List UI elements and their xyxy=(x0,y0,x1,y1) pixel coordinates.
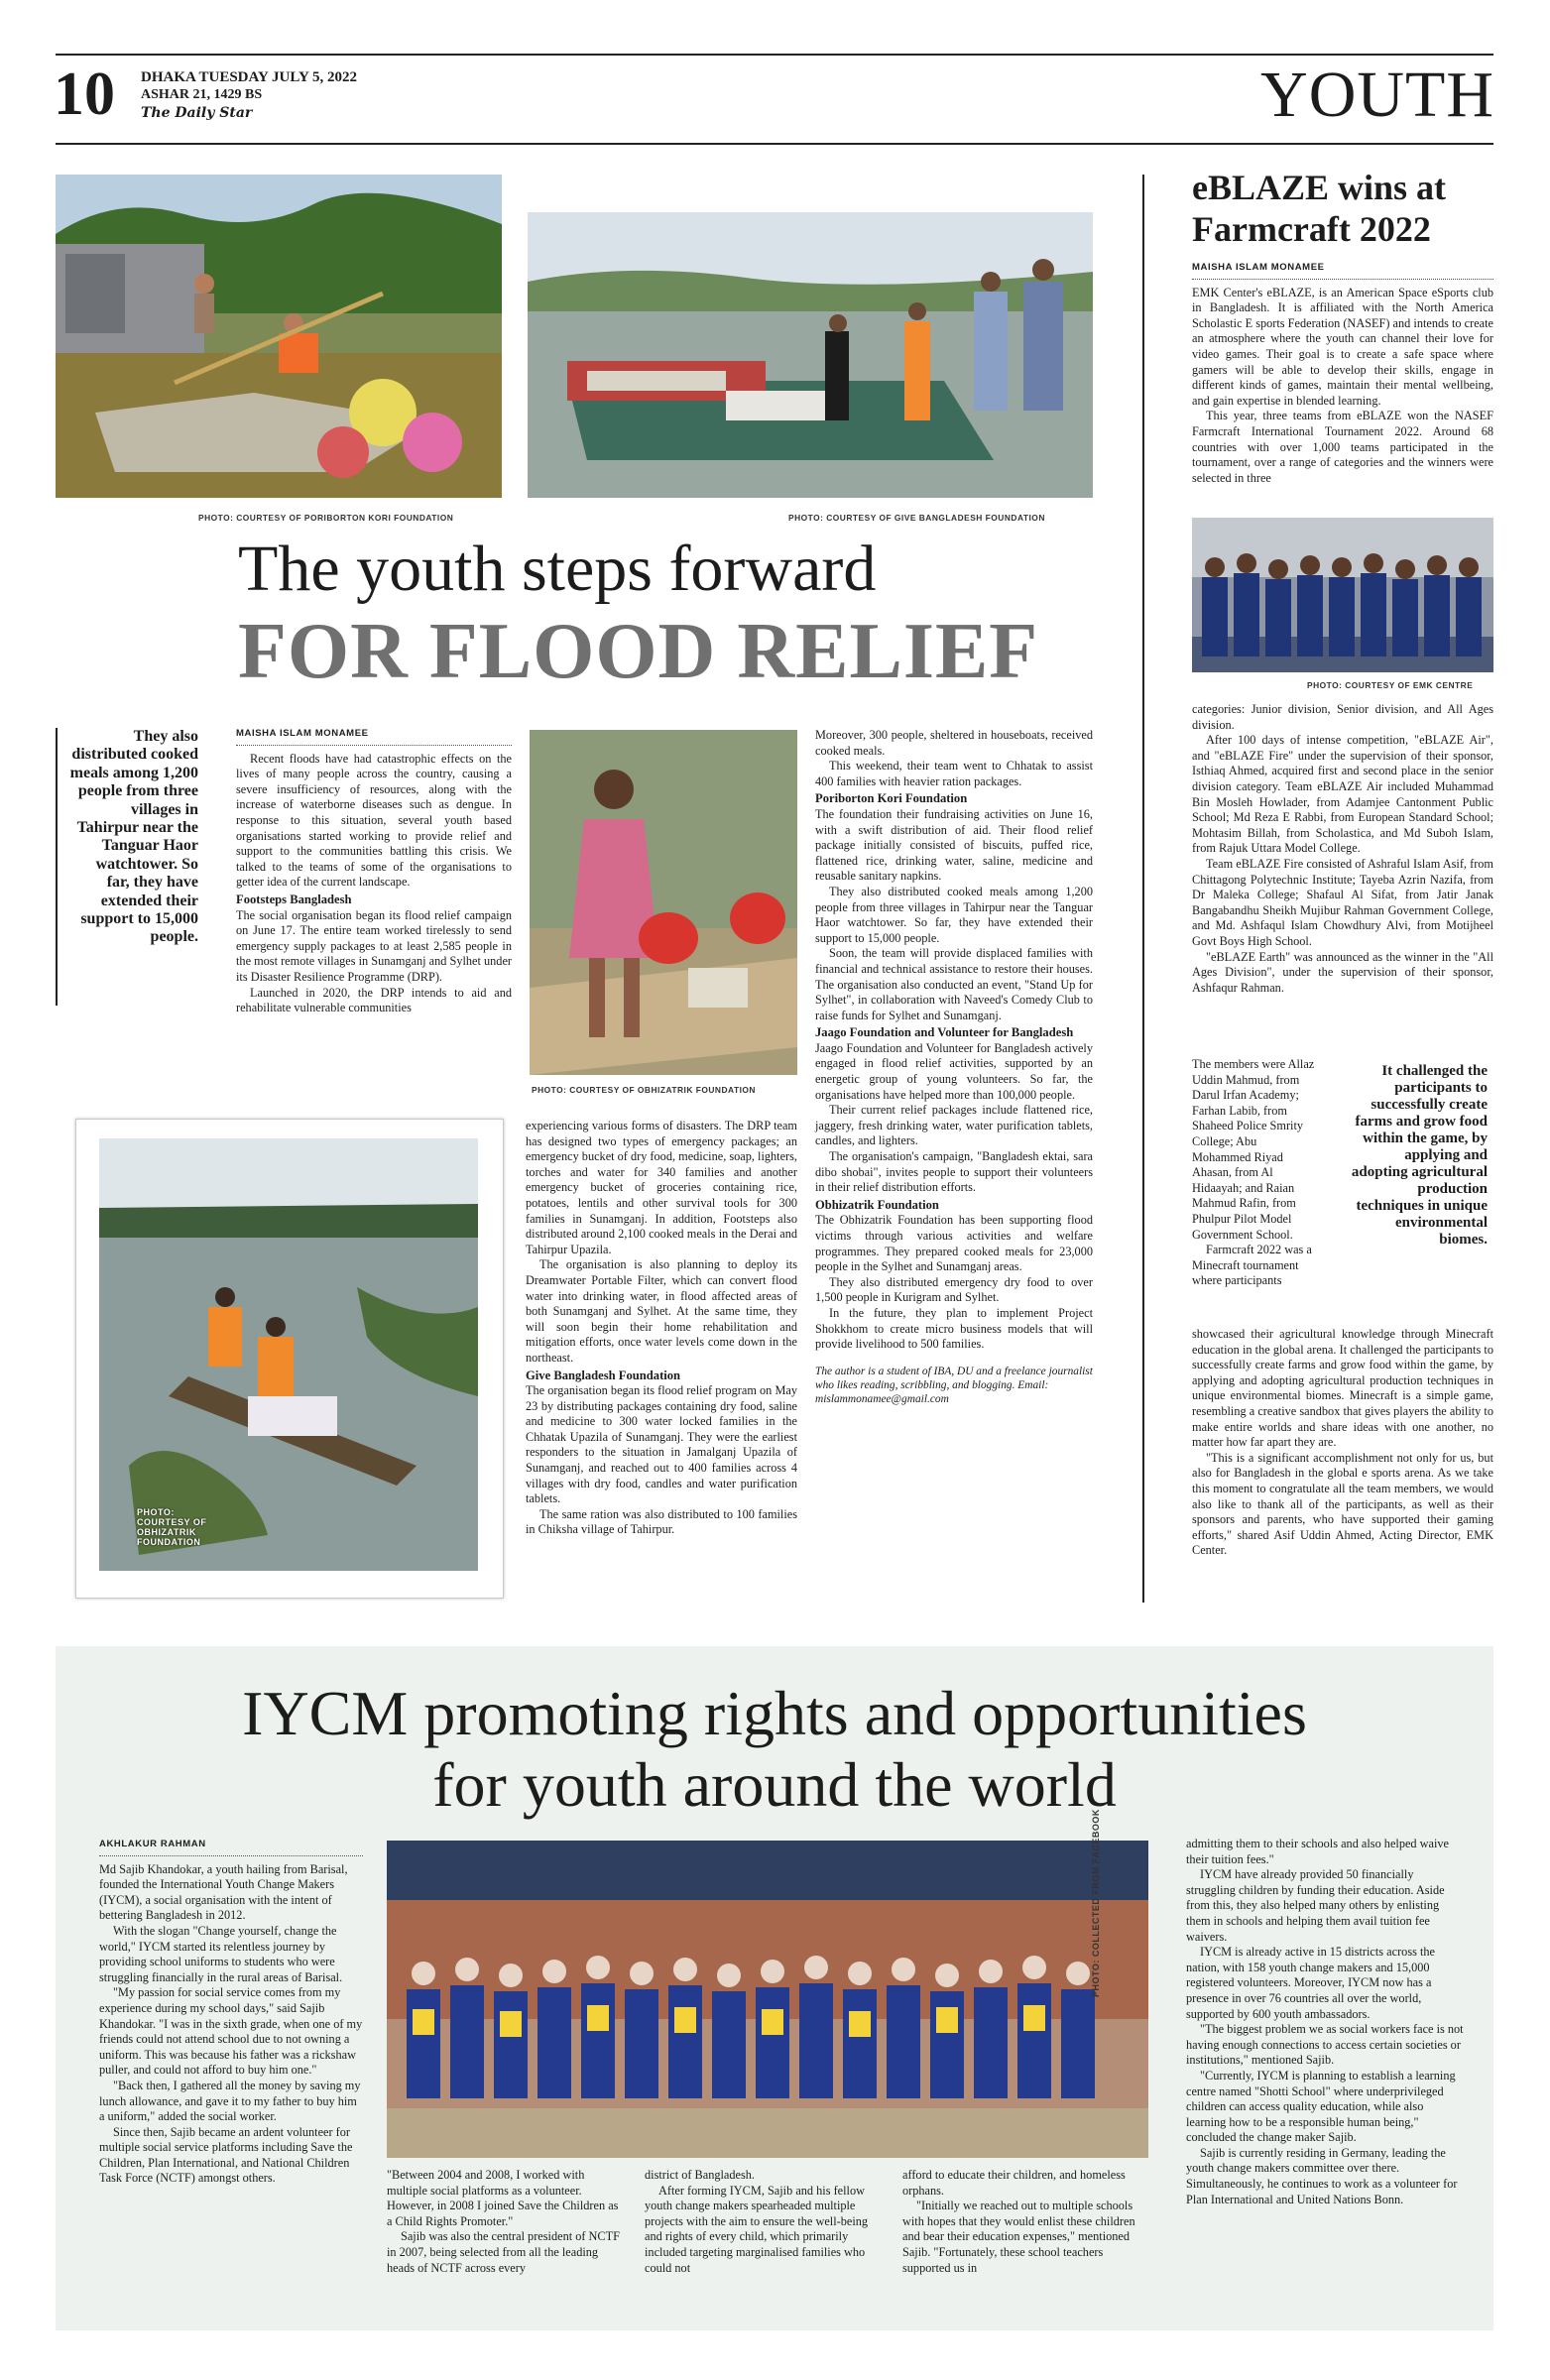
subhead-footsteps: Footsteps Bangladesh xyxy=(236,892,352,906)
iycm-column-2 xyxy=(387,2168,621,2276)
paragraph: The members were Allaz Uddin Mahmud, from Darul Irfan Academy; Farhan Labib, from Shaheed Police Smrity College; Abu Mohammed Riyad Ahasan, from Al Hidaayah; and Raian Mahmud Rafin, from Phulpur Pilot Model Government School. xyxy=(1192,1057,1315,1242)
eblaze-pull-quote: It challenged the participants to successfully create farms and grow food within the game, by applying and adopting agricultural production techniques in unique environmental biomes. xyxy=(1351,1063,1488,1248)
paragraph: The organisation began its flood relief program on May 23 by distributing packages containing dry food, saline and medicine to 300 water locked families in the Chhatak Upazila of Sunamganj. They were the earliest responders to the situation in Jamalganj Upazila of Sunamganj, and reached out to 400 families across 4 villages with dry food, candles and water purification tablets. xyxy=(526,1383,797,1506)
paragraph: experiencing various forms of disasters. The DRP team has designed two types of emergency packages; an emergency bucket of dry food, medicine, soap, lighters, torches and water for 340 families and another emergency bucket of groceries containing rice, potatoes, lentils and other survival tools for 300 families in Sunamganj. In addition, Footsteps also distributed around 2,100 cooked meals in the Derai and Tahirpur Upazila. xyxy=(526,1119,797,1256)
page-number: 10 xyxy=(54,60,115,128)
flood-headline-1: The youth steps forward xyxy=(238,533,877,605)
paragraph: Md Sajib Khandokar, a youth hailing from Barisal, founded the International Youth Change Makers (IYCM), a social organisation with the intent of bettering Bangladesh in 2012. xyxy=(99,1861,348,1923)
eblaze-column-top xyxy=(1192,260,1493,486)
paragraph: Soon, the team will provide displaced families with financial and technical assistance to restore their houses. The organisation also conducted an event, "Stand Up for Sylhet", in collaboration with Naveed's Comedy Club to raise funds for Sylhet and Sunamganj. xyxy=(815,946,1093,1022)
eblaze-column-bottom xyxy=(1192,1327,1493,1559)
paragraph: In the future, they plan to implement Project Shokkhom to create micro business models that will provide livelihood to 500 families. xyxy=(815,1305,1093,1352)
paragraph: "Between 2004 and 2008, I worked with multiple social platforms as a volunteer. However, in 2008 I joined Save the Children as a Child Rights Promoter." xyxy=(387,2168,619,2228)
iycm-photo-credit: PHOTO: COLLECTED FROM FACEBOOK xyxy=(1091,1809,1101,1997)
iycm-headline-2: for youth around the world xyxy=(432,1749,1117,1820)
eblaze-byline: MAISHA ISLAM MONAMEE xyxy=(1192,260,1493,280)
paragraph: EMK Center's eBLAZE, is an American Space eSports club in Bangladesh. It is affiliated with the North America Scholastic E sports Federation (NASEF) and intends to create an atmosphere where the youth can channel their love for video games. Their goal is to create a safe space where gamers will be able to develop their skills, engage in different kinds of games, maintain their mental wellbeing, and gain expertise in blended learning. xyxy=(1192,285,1493,408)
flood-byline: MAISHA ISLAM MONAMEE xyxy=(236,726,512,746)
paragraph: showcased their agricultural knowledge through Minecraft education in the global arena. It challenged the participants to successfully create farms and grow food within the game, by applying and adopting agricultural production techniques in unique environmental biomes. Minecraft is a simple game, resembling a creative sandbox that gives players the ability to make entire worlds and share ideas with one another, no matter how far apart they are. xyxy=(1192,1327,1493,1450)
paragraph: Jaago Foundation and Volunteer for Bangladesh actively engaged in flood relief activities, supported by an energetic group of young volunteers. So far, the organisations have helped more than 100,000 people. xyxy=(815,1040,1093,1102)
paragraph: "Back then, I gathered all the money by saving my lunch allowance, and gave it to my father to buy him a uniform," added the social worker. xyxy=(99,2078,361,2124)
paragraph: "My passion for social service comes from my experience during my school days," said Sajib Khandokar. "I was in the sixth grade, when one of my friends could not attend school due to not owning a uniform. This was because his father was a rickshaw puller, and could not afford to buy him one." xyxy=(99,1985,363,2078)
subhead-give: Give Bangladesh Foundation xyxy=(526,1368,681,1382)
pull-quote-rule xyxy=(56,728,58,1006)
flood-pull-quote: They also distributed cooked meals among 1,200 people from three villages in Tahirpur near the Tanguar Haor watchtower. So far, they have extended their support to 15,000 people. xyxy=(69,728,198,946)
photo-boat-relief-1 xyxy=(56,175,502,498)
section-title: YOUTH xyxy=(1260,59,1494,131)
paragraph: Their current relief packages include flattened rice, jaggery, fresh drinking water, water purification tablets, candles, and lighters. xyxy=(815,1103,1093,1148)
paragraph: "Initially we reached out to multiple schools with hopes that they would enlist these children and bear their education expenses," mentioned Sajib. "Fortunately, these school teachers supported us in xyxy=(902,2199,1135,2275)
photo-credit-1: PHOTO: COURTESY OF PORIBORTON KORI FOUNDATION xyxy=(198,513,454,523)
paragraph: Since then, Sajib became an ardent volunteer for multiple social service platforms including Save the Children, Plan International, and National Children Task Force (NCTF) amongst others. xyxy=(99,2124,353,2186)
photo-girl-relief xyxy=(530,730,797,1075)
paragraph: This weekend, their team went to Chhatak to assist 400 families with heavier ration packages. xyxy=(815,759,1093,788)
photo-boat-volunteers xyxy=(99,1138,478,1571)
iycm-headline-1: IYCM promoting rights and opportunities xyxy=(242,1678,1307,1748)
paragraph: categories: Junior division, Senior division, and All Ages division. xyxy=(1192,702,1493,732)
paragraph: They also distributed cooked meals among 1,200 people from three villages in Tahirpur near the Tanguar Haor watchtower. So far, they have extended their support to 15,000 people. xyxy=(815,884,1093,945)
paragraph: The organisation is also planning to deploy its Dreamwater Portable Filter, which can convert flood water into drinking water, in flood affected areas of both Sunamganj and Sylhet. At the same time, they will soon begin their home rehabilitation and mitigation efforts, once water levels come down in the northeast. xyxy=(526,1257,797,1365)
flood-column-2 xyxy=(526,1119,797,1538)
paragraph: "eBLAZE Earth" was announced as the winner in the "All Ages Division", under the supervision of their sponsor, Ashfaqur Rahman. xyxy=(1192,949,1493,995)
paragraph: district of Bangladesh. xyxy=(645,2168,755,2182)
header-rule xyxy=(56,143,1493,145)
paragraph: Recent floods have had catastrophic effects on the lives of many people across the country, causing a severe insufficiency of resources, along with the increase of waterborne diseases such as dengue. In response to this situation, several youth based organisations started working to provide relief and support to the communities battling this crisis. We talked to the teams of some of the organisations to getter idea of the current landscape. xyxy=(236,751,512,890)
iycm-column-4 xyxy=(902,2168,1136,2276)
paragraph: The same ration was also distributed to 100 families in Chiksha village of Tahirpur. xyxy=(526,1506,797,1537)
paper-logo: The Daily Star xyxy=(141,105,253,121)
subhead-obhizatrik: Obhizatrik Foundation xyxy=(815,1197,939,1212)
paragraph: The organisation's campaign, "Bangladesh ektai, sara dibo shobai", invites people to support their volunteers in their relief distribution efforts. xyxy=(815,1149,1093,1195)
iycm-column-1 xyxy=(99,1837,363,2187)
paragraph: Farmcraft 2022 was a Minecraft tournament where participants xyxy=(1192,1243,1312,1288)
paragraph: They also distributed emergency dry food to over 1,500 people in Kurigram and Sylhet. xyxy=(815,1274,1093,1305)
paragraph: The foundation their fundraising activities on June 16, with a swift distribution of aid. Their flood relief package initially consisted of biscuits, puffed rice, flattened rice, drinking water, saline, medicine and reusable sanitary napkins. xyxy=(815,806,1093,884)
paragraph: After forming IYCM, Sajib and his fellow youth change makers spearheaded multiple projects with the aim to ensure the well-being and rights of every child, which primarily included targeting marginalised families who could not xyxy=(645,2183,869,2275)
paragraph: "The biggest problem we as social workers face is not having enough connections to access certain societies or institutions," mentioned Sajib. xyxy=(1186,2022,1464,2068)
eblaze-headline: eBLAZE wins at Farmcraft 2022 xyxy=(1192,168,1447,249)
paragraph: After 100 days of intense competition, "eBLAZE Air", and "eBLAZE Fire" under the supervision of their sponsor, Isthiaq Ahmed, acquired first and second place in the senior division category. Team eBLAZE Air included Muhammad Bin Mosleh Howlader, from Adamjee Cantonment Public School; Md Reza E Rabbi, from European Standard School; Mohtasim Billah, from Scholastica, and Md Suboh Islam, from Rajuk Uttara Model College. xyxy=(1192,733,1493,856)
subhead-poriborton: Poriborton Kori Foundation xyxy=(815,791,968,806)
iycm-column-5 xyxy=(1186,1837,1464,2207)
eblaze-photo-credit: PHOTO: COURTESY OF EMK CENTRE xyxy=(1307,680,1474,690)
eblaze-column-narrow xyxy=(1192,1057,1317,1289)
paragraph: This year, three teams from eBLAZE won the NASEF Farmcraft International Tournament 2022. Around 68 countries with over 1,000 teams participated in the tournament, over a range of categories and the winners were selected in three xyxy=(1192,409,1493,485)
photo-boat-relief-2 xyxy=(528,212,1093,498)
paragraph: "Currently, IYCM is planning to establish a learning centre named "Shotti School" where underprivileged children can access quality education, while also learning how to be a responsible human being," concluded the change maker Sajib. xyxy=(1186,2068,1456,2145)
eblaze-column-mid xyxy=(1192,702,1493,996)
author-note: The author is a student of IBA, DU and a freelance journalist who likes reading, scribbling, and blogging. Email: mislammonamee@gmail.com xyxy=(815,1365,1093,1405)
subhead-jaago: Jaago Foundation and Volunteer for Bangladesh xyxy=(815,1025,1074,1040)
paragraph: IYCM have already provided 50 financially struggling children by funding their education. Aside from this, they also helped many others by enlisting them in schools and helping them avail tuition fee waivers. xyxy=(1186,1867,1445,1944)
photo-eblaze-team xyxy=(1192,518,1493,672)
date-line: DHAKA TUESDAY JULY 5, 2022 xyxy=(141,69,357,85)
bangla-date: ASHAR 21, 1429 BS xyxy=(141,87,263,102)
flood-headline-2: FOR FLOOD RELIEF xyxy=(238,608,1039,695)
paragraph: IYCM is already active in 15 districts across the nation, with 158 youth change makers and 15,000 registered volunteers. Moreover, IYCM now has a presence in over 76 countries all over the world, supported by 600 youth ambassadors. xyxy=(1186,1945,1435,2021)
paragraph: With the slogan "Change yourself, change the world," IYCM started its relentless journey by providing school uniforms to students who were struggling financially in the rural areas of Barisal. xyxy=(99,1923,343,1984)
flood-column-1 xyxy=(236,726,512,1016)
flood-column-3 xyxy=(815,728,1093,1406)
photo-iycm-children xyxy=(387,1841,1148,2158)
photo-credit-4: PHOTO: COURTESY OF OBHIZATRIK FOUNDATION xyxy=(137,1507,207,1547)
paragraph: Sajib is currently residing in Germany, leading the youth change makers committee over there. Simultaneously, he continues to work as a volunteer for Plan International and United Nations Bonn. xyxy=(1186,2145,1458,2206)
paragraph: afford to educate their children, and homeless orphans. xyxy=(902,2168,1126,2198)
paragraph: Launched in 2020, the DRP intends to aid and rehabilitate vulnerable communities xyxy=(236,985,512,1015)
top-rule xyxy=(56,54,1493,56)
photo-credit-3: PHOTO: COURTESY OF OBHIZATRIK FOUNDATION xyxy=(532,1085,756,1095)
paragraph: admitting them to their schools and also helped waive their tuition fees." xyxy=(1186,1837,1450,1866)
paragraph: Team eBLAZE Fire consisted of Ashraful Islam Asif, from Chittagong Polytechnic Institute; Tayeba Azrin Nazifa, from Dr Maleka College; Shafaul Al Sifat, from Jatir Janak Bangabandhu Sheikh Mujibur Rahman Government College, and Md. Ashfaqul Islam Chowdhury Alvi, from Motijheel Govt Boys High School. xyxy=(1192,856,1493,948)
column-divider xyxy=(1142,175,1144,1603)
paragraph: Sajib was also the central president of NCTF in 2007, being selected from all the leading heads of NCTF across every xyxy=(387,2229,620,2275)
paragraph: The Obhizatrik Foundation has been supporting flood victims through various activities and welfare programmes. They prepared cooked meals for 23,000 people in the Sylhet and Sunamganj areas. xyxy=(815,1213,1093,1274)
paragraph: The social organisation began its flood relief campaign on June 17. The entire team worked tirelessly to send emergency supply packages to at least 2,585 people in the most remote villages in Sunamganj and Sylhet under its Disaster Resilience Programme (DRP). xyxy=(236,907,512,984)
photo-credit-2: PHOTO: COURTESY OF GIVE BANGLADESH FOUNDATION xyxy=(788,513,1045,523)
iycm-column-3 xyxy=(645,2168,879,2276)
paragraph: Moreover, 300 people, sheltered in houseboats, received cooked meals. xyxy=(815,728,1093,758)
iycm-byline: AKHLAKUR RAHMAN xyxy=(99,1837,363,1856)
paragraph: "This is a significant accomplishment not only for us, but also for Bangladesh in the global e sports arena. As we take this moment to congratulate all the team members, we would also like to thank all of the participants, as well as their sponsors and parents, who have supported their gaming efforts," shared Asif Uddin Ahmed, Acting Director, EMK Center. xyxy=(1192,1450,1493,1558)
